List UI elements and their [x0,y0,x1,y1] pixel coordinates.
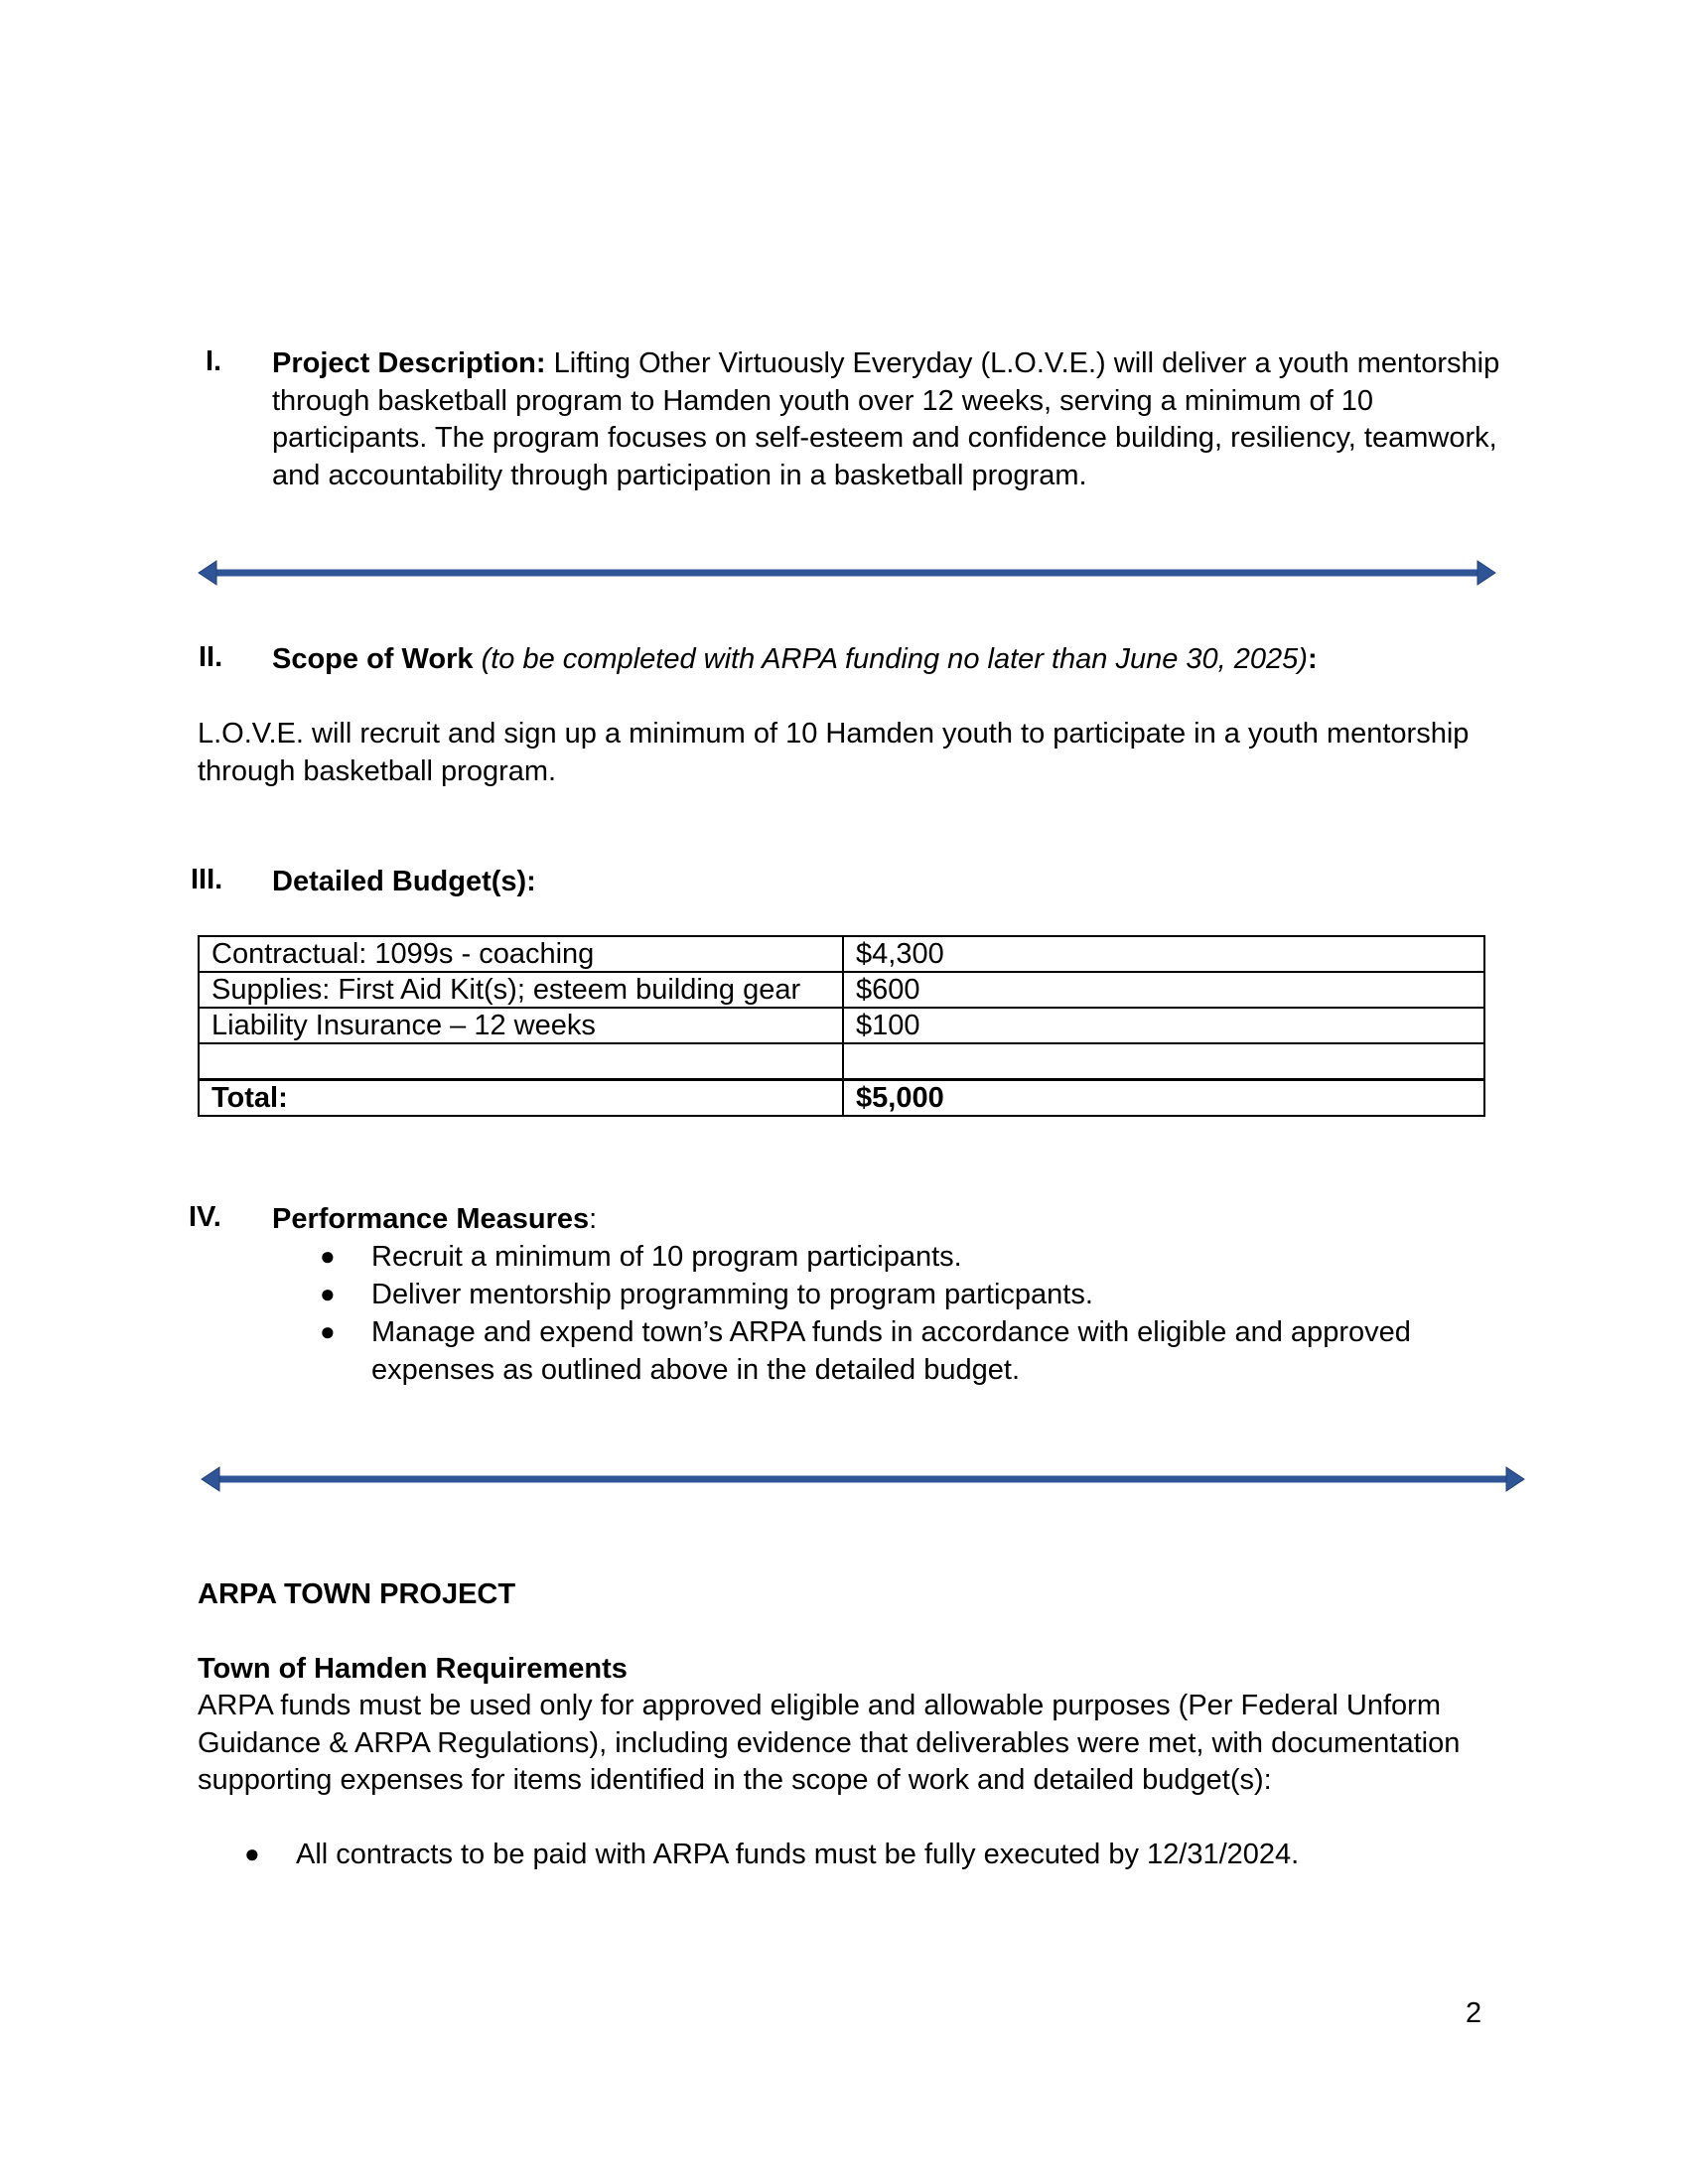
section-1-line-3: participants. The program focuses on self-esteem and confidence building, resiliency, teamwork, [272,422,1497,454]
section-1-numeral: I. [206,345,222,377]
table-row [199,1008,1484,1043]
section-2-heading: Scope of Work [272,643,474,675]
bullet-icon: ● [320,1316,336,1346]
section-2-note: (to be completed with ARPA funding no later than June 30, 2025) [481,643,1308,675]
budget-total-row [199,1080,1484,1117]
bullet-icon: ● [320,1279,336,1308]
bullet-icon: ● [244,1839,260,1868]
section-1-line-4: and accountability through participation in a basketball program. [272,459,1087,491]
section-4-heading-line [272,1201,597,1239]
section-2-numeral: II. [199,641,223,673]
list-item-line-2: expenses as outlined above in the detailed budget. [371,1353,1020,1386]
list-item [371,1314,1464,1389]
section-2-colon: : [1307,643,1318,675]
budget-amount: $100 [843,1008,1484,1043]
budget-total-label: Total: [199,1080,843,1117]
bullet-icon: ● [320,1241,336,1271]
section-4-heading: Performance Measures [272,1203,590,1235]
section-4-colon: : [589,1203,598,1235]
section-1-paragraph [272,345,1513,494]
section-1-heading: Project Description: [272,347,546,379]
budget-amount [843,1043,1484,1080]
budget-item: Contractual: 1099s - coaching [199,936,843,972]
section-1-line-2: through basketball program to Hamden youth over 12 weeks, serving a minimum of 10 [272,384,1374,417]
budget-item: Liability Insurance – 12 weeks [199,1008,843,1043]
table-row [199,1043,1484,1080]
table-row [199,972,1484,1008]
page-number: 2 [1466,1997,1482,2029]
arpa-line-3: supporting expenses for items identified in the scope of work and detailed budget(s): [198,1764,1272,1796]
section-2-heading-line [272,641,1513,679]
section-3-heading: Detailed Budget(s): [272,866,536,897]
budget-item: Supplies: First Aid Kit(s); esteem building gear [199,972,843,1008]
arpa-paragraph [198,1688,1508,1800]
arpa-title: ARPA TOWN PROJECT [198,1578,516,1610]
section-2-line-1: L.O.V.E. will recruit and sign up a minimum of 10 Hamden youth to participate in a youth mentorship [198,718,1470,750]
section-4-numeral: IV. [189,1201,221,1233]
list-item: Deliver mentorship programming to program particpants. [371,1279,1093,1310]
section-2-line-2: through basketball program. [198,754,557,787]
section-2-paragraph [198,716,1508,790]
arpa-bullet: All contracts to be paid with ARPA funds must be fully executed by 12/31/2024. [296,1839,1300,1870]
budget-table [198,935,1485,1117]
budget-item [199,1043,843,1080]
budget-amount: $4,300 [843,936,1484,972]
arpa-subheading: Town of Hamden Requirements [198,1653,628,1685]
budget-amount: $600 [843,972,1484,1008]
budget-total-amount: $5,000 [843,1080,1484,1117]
divider-arrow-2 [200,1464,1526,1494]
arpa-line-1: ARPA funds must be used only for approved eligible and allowable purposes (Per Federal Unform [198,1690,1441,1721]
divider-arrow-1 [197,558,1497,588]
list-item: Recruit a minimum of 10 program participants. [371,1241,962,1273]
list-item-line-1: Manage and expend town’s ARPA funds in accordance with eligible and approved [371,1316,1411,1348]
section-1-line-1: Lifting Other Virtuously Everyday (L.O.V.E.) will deliver a youth mentorship [553,347,1500,379]
section-3-numeral: III. [191,864,223,895]
arpa-line-2: Guidance & ARPA Regulations), including evidence that deliverables were met, with documentation [198,1726,1461,1759]
table-row [199,936,1484,972]
